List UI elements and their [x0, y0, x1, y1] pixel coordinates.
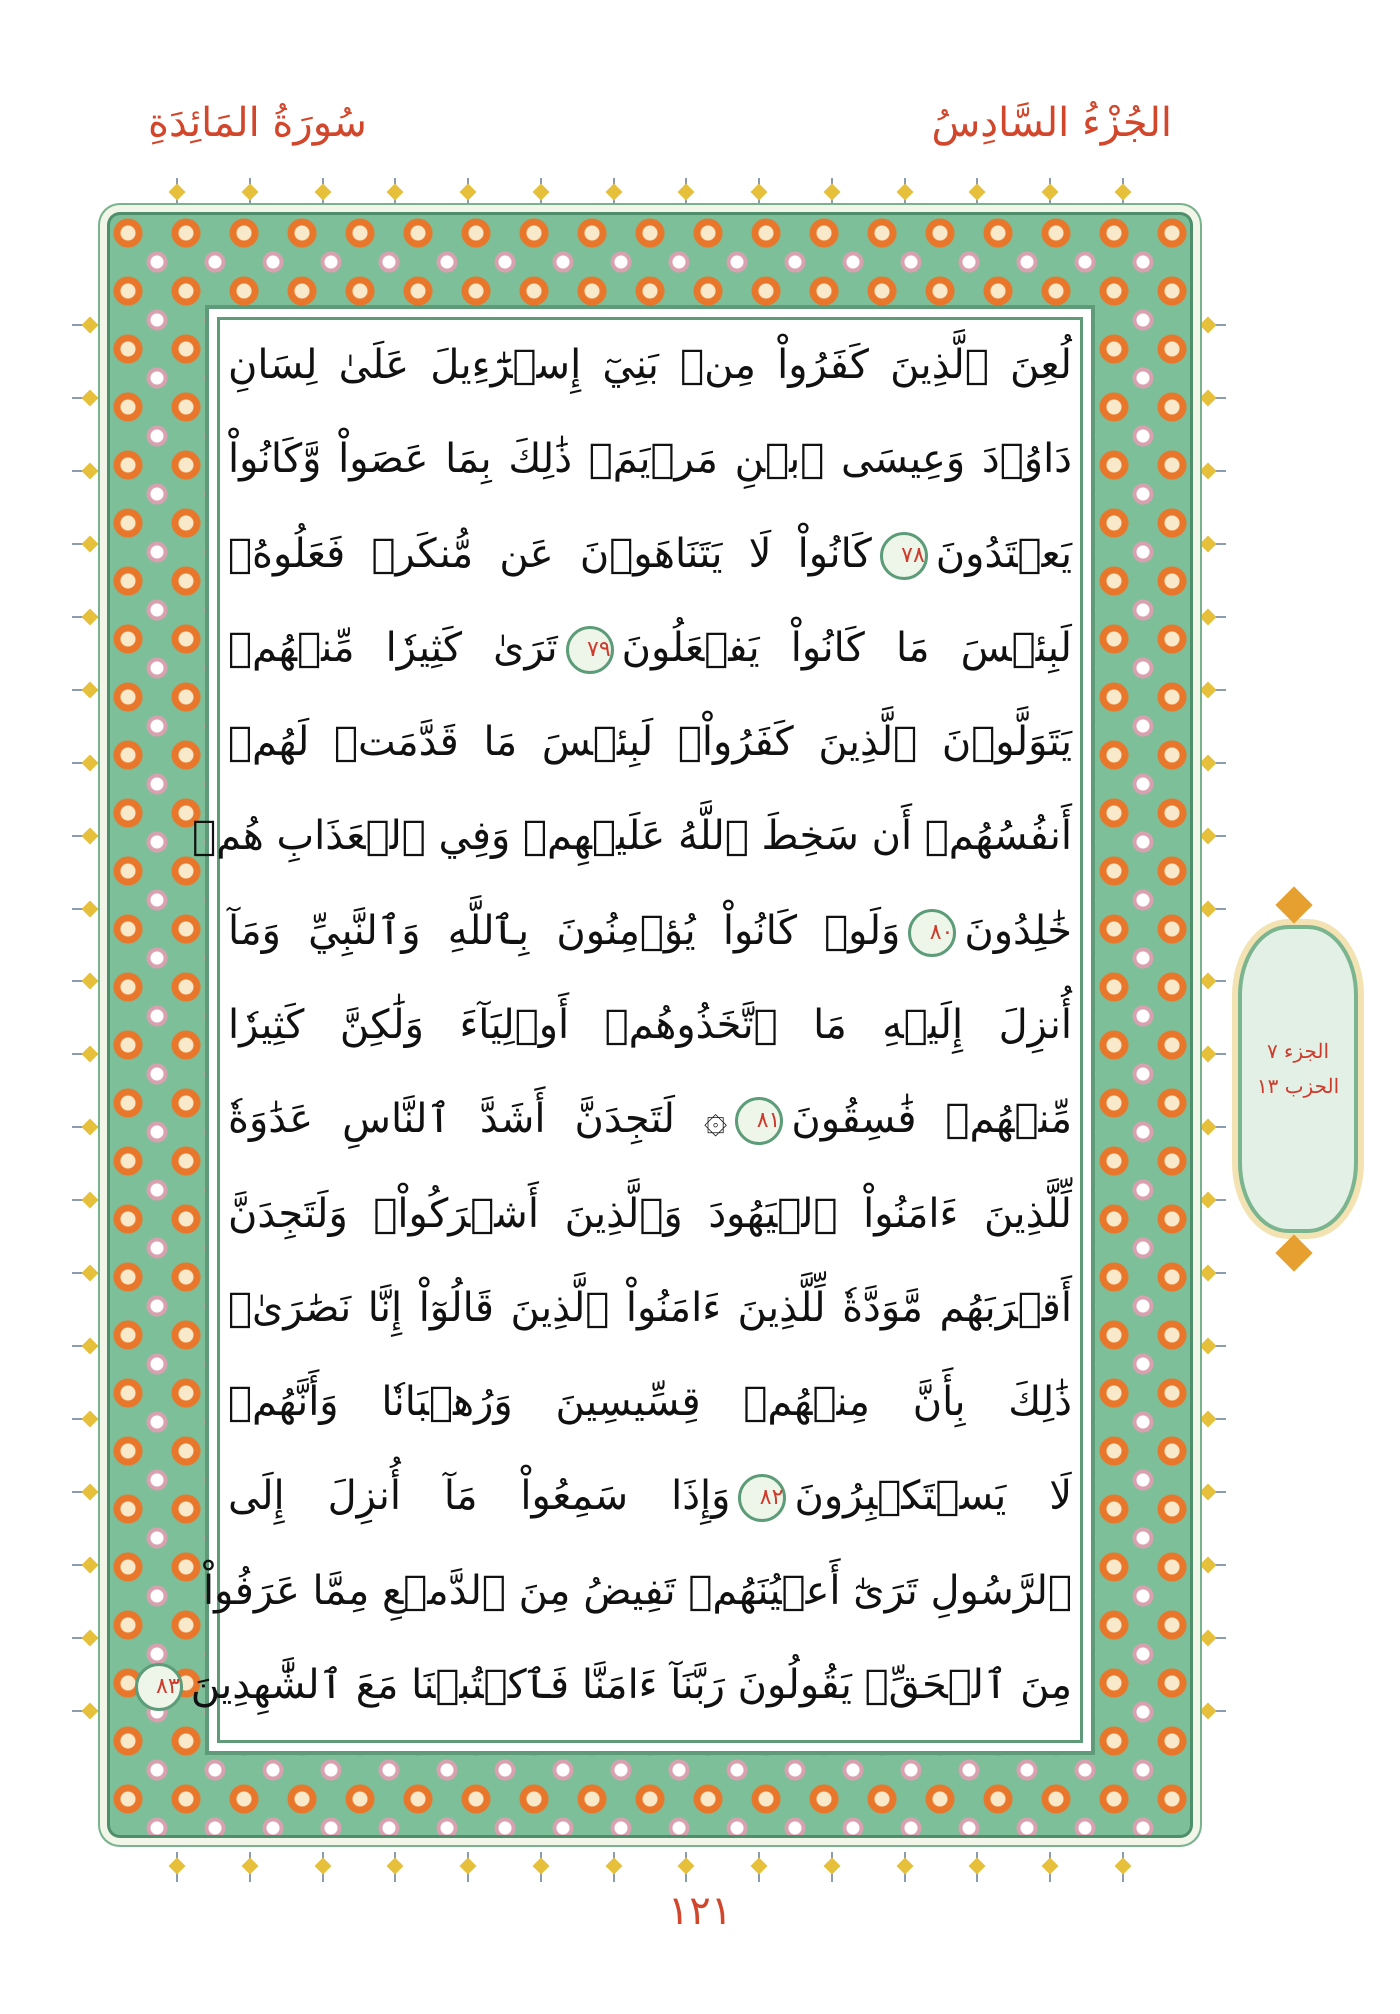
verse-text: يَعۡتَدُونَ: [935, 530, 1072, 577]
verse-text: تَرَىٰ كَثِيرٗا مِّنۡهُمۡ: [228, 624, 558, 671]
ornament-marker: [72, 1558, 108, 1572]
verse-text: يَتَوَلَّوۡنَ ٱلَّذِينَ كَفَرُواْۚ لَبِئۡسَ مَا قَدَّمَتۡ لَهُمۡ: [228, 719, 1072, 766]
ornament-marker: [1116, 1852, 1130, 1882]
ayah-number: ٧٩: [566, 626, 614, 674]
verse-line: [228, 985, 1072, 1065]
ornament-marker: [1190, 974, 1226, 988]
ornament-marker: [679, 178, 693, 208]
page-header: [0, 100, 1400, 160]
verse-text: لُعِنَ ٱلَّذِينَ كَفَرُواْ مِنۢ بَنِيٓ إِسۡرَٰٓءِيلَ عَلَىٰ لِسَانِ: [228, 342, 1072, 388]
verse-text: لَبِئۡسَ مَا كَانُواْ يَفۡعَلُونَ: [621, 624, 1072, 671]
verse-line: [228, 1268, 1072, 1348]
ornament-marker: [72, 1412, 108, 1426]
ornament-marker: [72, 1339, 108, 1353]
ornament-marker: [243, 1852, 257, 1882]
ornament-marker: [72, 829, 108, 843]
ornament-marker: [1190, 902, 1226, 916]
verse-line: [228, 608, 1072, 688]
juz-heading: الجُزْءُ السَّادِسُ: [931, 100, 1172, 146]
ornament-marker: [72, 1485, 108, 1499]
left-ornament-markers: [72, 318, 108, 1718]
verse-text: ٱلرَّسُولِ تَرَىٰٓ أَعۡيُنَهُمۡ تَفِيضُ مِنَ ٱلدَّمۡعِ مِمَّا عَرَفُواْ: [202, 1567, 1072, 1614]
verse-text: كَانُواْ لَا يَتَنَاهَوۡنَ عَن مُّنكَرٖ فَعَلُوهُۚ: [228, 530, 872, 577]
verse-text: لَا يَسۡتَكۡبِرُونَ: [794, 1473, 1072, 1520]
ornament-marker: [1190, 610, 1226, 624]
ornament-marker: [1190, 1120, 1226, 1134]
ornament-marker: [72, 756, 108, 770]
verse-text: ذَٰلِكَ بِأَنَّ مِنۡهُمۡ قِسِّيسِينَ وَرُهۡبَانٗا وَأَنَّهُمۡ: [228, 1379, 1072, 1426]
ornament-marker: [825, 1852, 839, 1882]
ornament-marker: [1190, 1193, 1226, 1207]
ornament-marker: [72, 683, 108, 697]
ornament-marker: [1190, 1339, 1226, 1353]
ornament-marker: [752, 178, 766, 208]
ornament-marker: [1116, 178, 1130, 208]
ornament-marker: [461, 1852, 475, 1882]
ornament-marker: [72, 391, 108, 405]
verse-text: أُنزِلَ إِلَيۡهِ مَا ٱتَّخَذُوهُمۡ أَوۡلِيَآءَ وَلَٰكِنَّ كَثِيرٗا: [228, 1001, 1072, 1048]
verse-line: [228, 514, 1072, 594]
ornament-marker: [72, 1047, 108, 1061]
verse-text: مِّنۡهُمۡ فَٰسِقُونَ: [791, 1096, 1072, 1143]
ayah-number: ٨٣: [135, 1663, 183, 1711]
surah-heading: سُورَةُ المَائِدَةِ: [148, 100, 367, 146]
ornament-marker: [1190, 1558, 1226, 1572]
top-ornament-markers: [170, 178, 1130, 208]
ornament-marker: [72, 902, 108, 916]
ornament-marker: [72, 1266, 108, 1280]
ornament-marker: [1190, 683, 1226, 697]
ornament-marker: [388, 1852, 402, 1882]
verse-line: [228, 419, 1072, 499]
hizb-marker-text: الحزب ١٣: [1256, 1074, 1340, 1098]
ornament-marker: [534, 1852, 548, 1882]
ornament-marker: [72, 1704, 108, 1718]
ornament-marker: [1190, 464, 1226, 478]
ornament-marker: [72, 537, 108, 551]
ornament-marker: [1043, 178, 1057, 208]
ornament-marker: [679, 1852, 693, 1882]
juz-hizb-marker: [1238, 925, 1358, 1233]
ornament-marker: [1190, 756, 1226, 770]
ornament-marker: [461, 178, 475, 208]
ayah-number: ٧٨: [880, 532, 928, 580]
verse-line: [228, 1174, 1072, 1254]
ornament-marker: [316, 1852, 330, 1882]
ornament-marker: [316, 178, 330, 208]
verse-text: دَاوُۥدَ وَعِيسَى ٱبۡنِ مَرۡيَمَۚ ذَٰلِكَ بِمَا عَصَواْ وَّكَانُواْ: [228, 436, 1072, 483]
verse-line: [228, 1362, 1072, 1442]
ornament-marker: [388, 178, 402, 208]
ornament-marker: [170, 1852, 184, 1882]
ornament-marker: [607, 1852, 621, 1882]
ornament-marker: [970, 1852, 984, 1882]
verse-line: [228, 891, 1072, 971]
verse-line: [228, 1079, 1072, 1159]
ornament-marker: [1043, 1852, 1057, 1882]
ornament-marker: [898, 1852, 912, 1882]
ornament-marker: [72, 464, 108, 478]
verse-line: [228, 702, 1072, 782]
ornament-marker: [534, 178, 548, 208]
verse-line: [228, 1456, 1072, 1536]
verse-line: [202, 1551, 1072, 1631]
verse-text: وَلَوۡ كَانُواْ يُؤۡمِنُونَ بِٱللَّهِ وَٱلنَّبِيِّ وَمَآ: [228, 907, 901, 954]
ornament-marker: [72, 318, 108, 332]
right-ornament-markers: [1190, 318, 1226, 1718]
ornament-marker: [72, 1193, 108, 1207]
verse-text: خَٰلِدُونَ: [964, 907, 1072, 954]
bottom-ornament-markers: [170, 1852, 1130, 1882]
ornament-marker: [72, 1120, 108, 1134]
ornament-marker: [1190, 1631, 1226, 1645]
ornament-marker: [243, 178, 257, 208]
ornament-marker: [1190, 1266, 1226, 1280]
verse-text: ۞ لَتَجِدَنَّ أَشَدَّ ٱلنَّاسِ عَدَٰوَةٗ: [228, 1096, 728, 1143]
ornament-marker: [72, 1631, 108, 1645]
verse-text: أَنفُسُهُمۡ أَن سَخِطَ ٱللَّهُ عَلَيۡهِمۡ وَفِي ٱلۡعَذَابِ هُمۡ: [192, 813, 1072, 860]
ornament-marker: [1190, 537, 1226, 551]
ornament-marker: [752, 1852, 766, 1882]
ornament-marker: [170, 178, 184, 208]
ornament-marker: [898, 178, 912, 208]
ornament-marker: [1190, 318, 1226, 332]
ornament-marker: [72, 610, 108, 624]
verse-text: مِنَ ٱلۡحَقِّۖ يَقُولُونَ رَبَّنَآ ءَامَنَّا فَٱكۡتُبۡنَا مَعَ ٱلشَّٰهِدِينَ: [190, 1661, 1072, 1708]
ornament-marker: [1190, 1412, 1226, 1426]
ayah-number: ٨٠: [908, 909, 956, 957]
ornament-marker: [970, 178, 984, 208]
ornament-marker: [72, 974, 108, 988]
juz-marker-text: الجزء ٧: [1266, 1039, 1330, 1063]
verse-text: وَإِذَا سَمِعُواْ مَآ أُنزِلَ إِلَى: [228, 1473, 731, 1520]
verse-line: [192, 796, 1072, 876]
ornament-marker: [1190, 391, 1226, 405]
ayah-number: ٨١: [735, 1097, 783, 1145]
ornament-marker: [607, 178, 621, 208]
ayah-number: ٨٢: [738, 1474, 786, 1522]
verse-text: لِّلَّذِينَ ءَامَنُواْ ٱلۡيَهُودَ وَٱلَّذِينَ أَشۡرَكُواْۖ وَلَتَجِدَنَّ: [228, 1190, 1072, 1237]
page-number: ١٢١: [667, 1888, 733, 1934]
verse-line: [156, 1645, 1072, 1725]
verse-line: [228, 325, 1072, 405]
ornament-marker: [1190, 1047, 1226, 1061]
ornament-marker: [1190, 1704, 1226, 1718]
quran-text: [156, 325, 1072, 1725]
verse-text: أَقۡرَبَهُم مَّوَدَّةٗ لِّلَّذِينَ ءَامَنُواْ ٱلَّذِينَ قَالُوٓاْ إِنَّا نَصَٰرَىٰۚ: [228, 1284, 1072, 1331]
ornament-marker: [1190, 829, 1226, 843]
ornament-marker: [1190, 1485, 1226, 1499]
ornament-marker: [825, 178, 839, 208]
